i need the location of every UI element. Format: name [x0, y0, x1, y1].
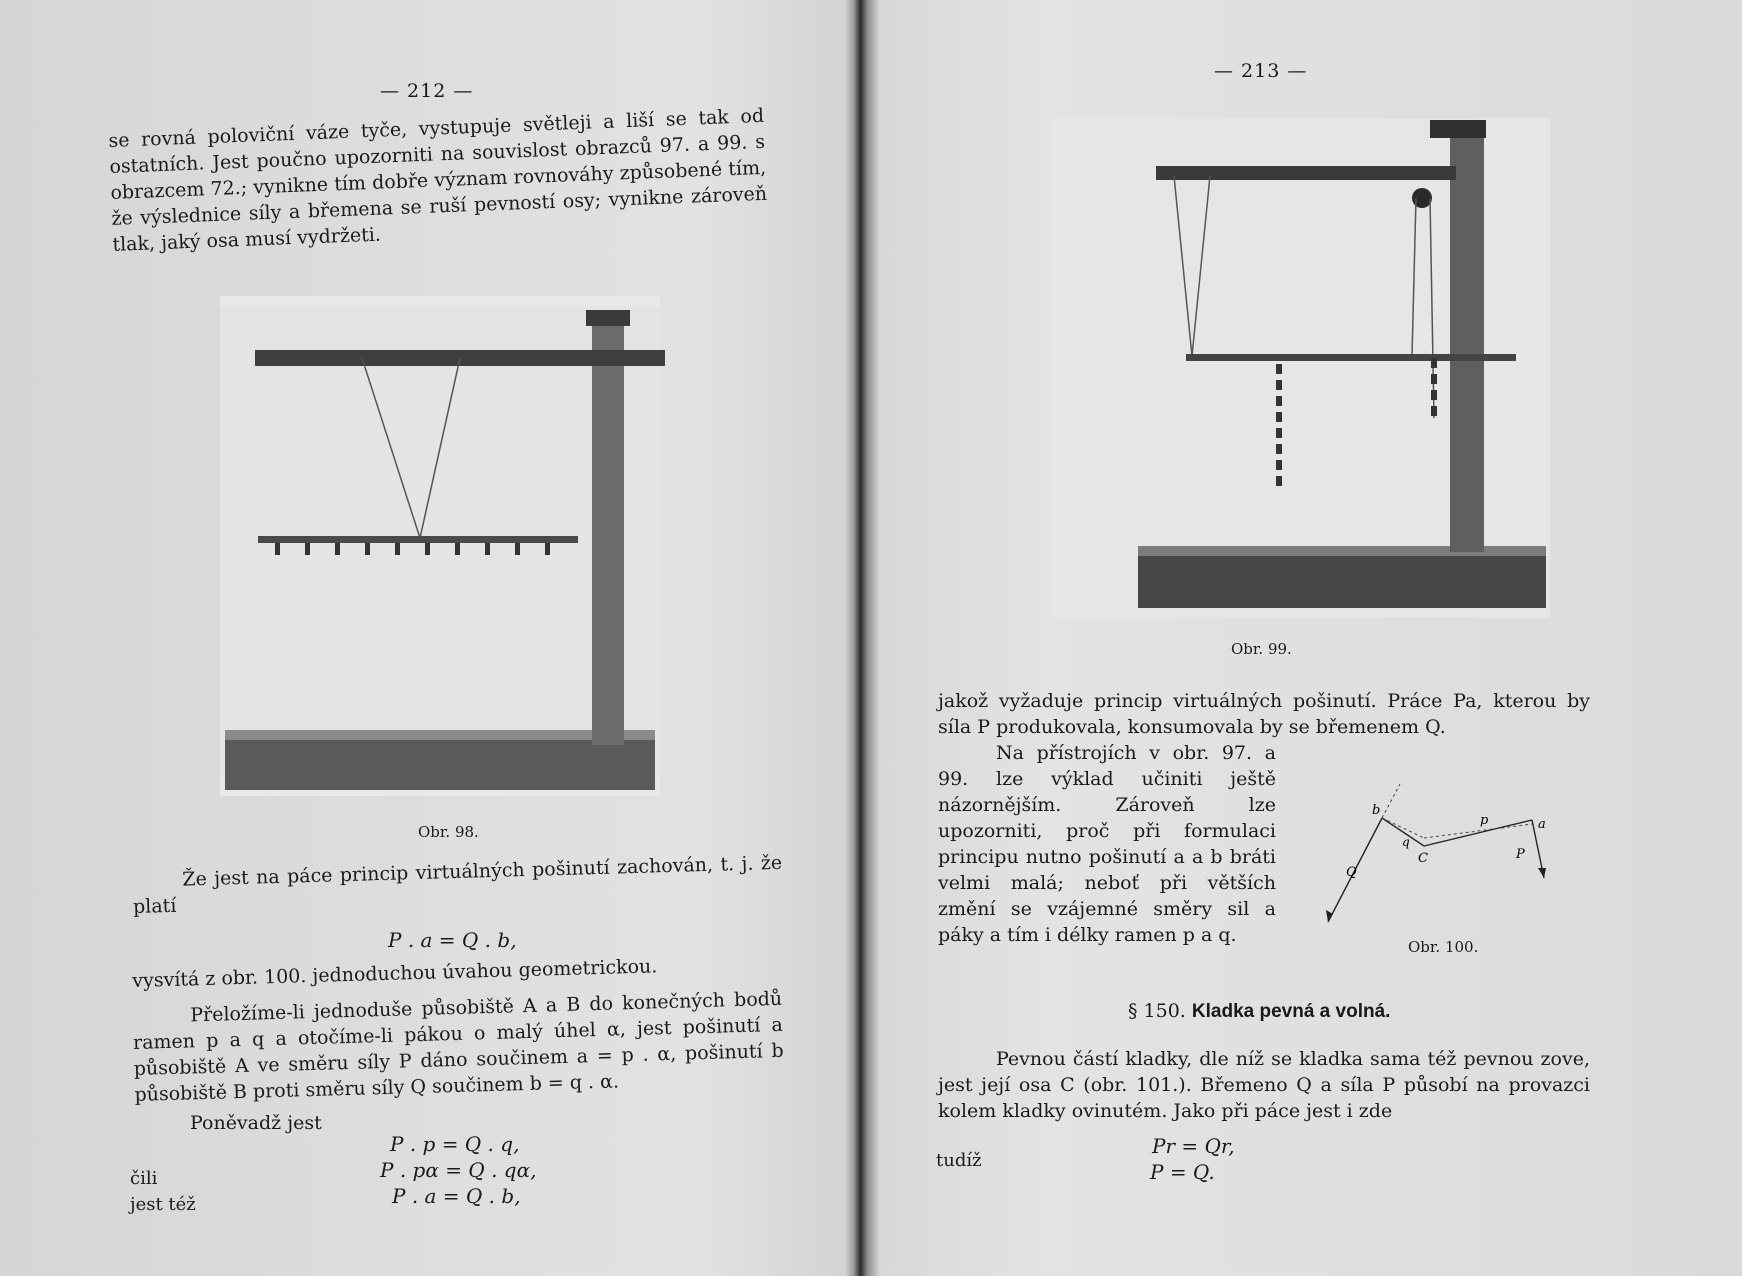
paragraph-2: Na přístrojích v obr. 97. a 99. lze výklad učiniti ještě názornějším. Zároveň lze upozorniti, proč při formulaci principu nutno pošinutí a a b bráti velmi malá; neboť při větších změní se vzájemné směry sil a páky a tím i délky ramen p a q.	[938, 742, 1276, 946]
label-q: q	[1402, 835, 1410, 849]
section-heading	[1128, 1000, 1390, 1023]
figure-98-photo	[220, 296, 670, 796]
figure-100-caption: Obr. 100.	[1408, 938, 1479, 956]
paragraph-1: jakož vyžaduje princip virtuálných pošinutí. Práce Pa, kterou by síla P produkovala, konsumovala by se břemenem Q.	[938, 690, 1590, 738]
paragraph-5: Poněvadž jest	[190, 1112, 322, 1134]
equation-4: P . a = Q . b,	[392, 1184, 521, 1208]
label-a: a	[1538, 817, 1546, 832]
section-title: Kladka pevná a volná.	[1191, 1001, 1391, 1022]
label-p: p	[1480, 813, 1489, 828]
label-b: b	[1372, 803, 1381, 818]
right-page	[860, 0, 1742, 1276]
label-P: P	[1516, 847, 1525, 862]
page-number: — 213 —	[1214, 60, 1308, 82]
label-Q: Q	[1346, 865, 1357, 880]
paragraph-4: Přeložíme-li jednoduše působiště A a B do konečných bodů ramen p a q a otočíme-li pákou o malý úhel α, jest pošinutí a působiště A ve směru síly P dáno součinem a = p . α, pošinutí b působiště B proti směru síly Q součinem b = q . α.	[132, 987, 784, 1106]
paragraph-2: Že jest na páce princip virtuálných pošinutí zachován, t. j. že platí	[132, 851, 783, 918]
intro-paragraph: se rovná poloviční váze tyče, vystupuje světleji a liší se tak od ostatních. Jest poučno upozorniti na souvislost obrazců 97. a 99. s obrazcem 72.; vynikne tím dobře význam rovnováhy způsobené tím, že výslednice síly a břemena se ruší pevností osy; vynikne zároveň tlak, jaký osa musí vydržeti.	[108, 104, 768, 256]
equation-2: P . p = Q . q,	[390, 1132, 520, 1156]
figure-99-caption: Obr. 99.	[1231, 640, 1292, 658]
left-page	[0, 0, 850, 1276]
label-jest-tez: jest též	[130, 1194, 196, 1215]
equation-2: P = Q.	[1150, 1160, 1215, 1184]
label-c: C	[1418, 851, 1428, 866]
equation-3: P . pα = Q . qα,	[380, 1158, 537, 1182]
label-cili: čili	[130, 1168, 158, 1189]
equation-1: Pr = Qr,	[1152, 1134, 1235, 1158]
figure-99-photo	[1050, 118, 1550, 618]
paragraph-3: vysvítá z obr. 100. jednoduchou úvahou geometrickou.	[132, 955, 658, 992]
figure-98-caption: Obr. 98.	[418, 823, 479, 841]
section-number: § 150.	[1128, 1000, 1186, 1022]
label-tudiz: tudíž	[936, 1150, 982, 1171]
figure-100-diagram	[1320, 780, 1560, 940]
equation-1: P . a = Q . b,	[388, 928, 517, 952]
page-number: — 212 —	[380, 80, 474, 102]
paragraph-3: Pevnou částí kladky, dle níž se kladka sama též pevnou zove, jest její osa C (obr. 101.). Břemeno Q a síla P působí na provazci kolem kladky ovinutém. Jako při páce jest i zde	[938, 1048, 1590, 1122]
